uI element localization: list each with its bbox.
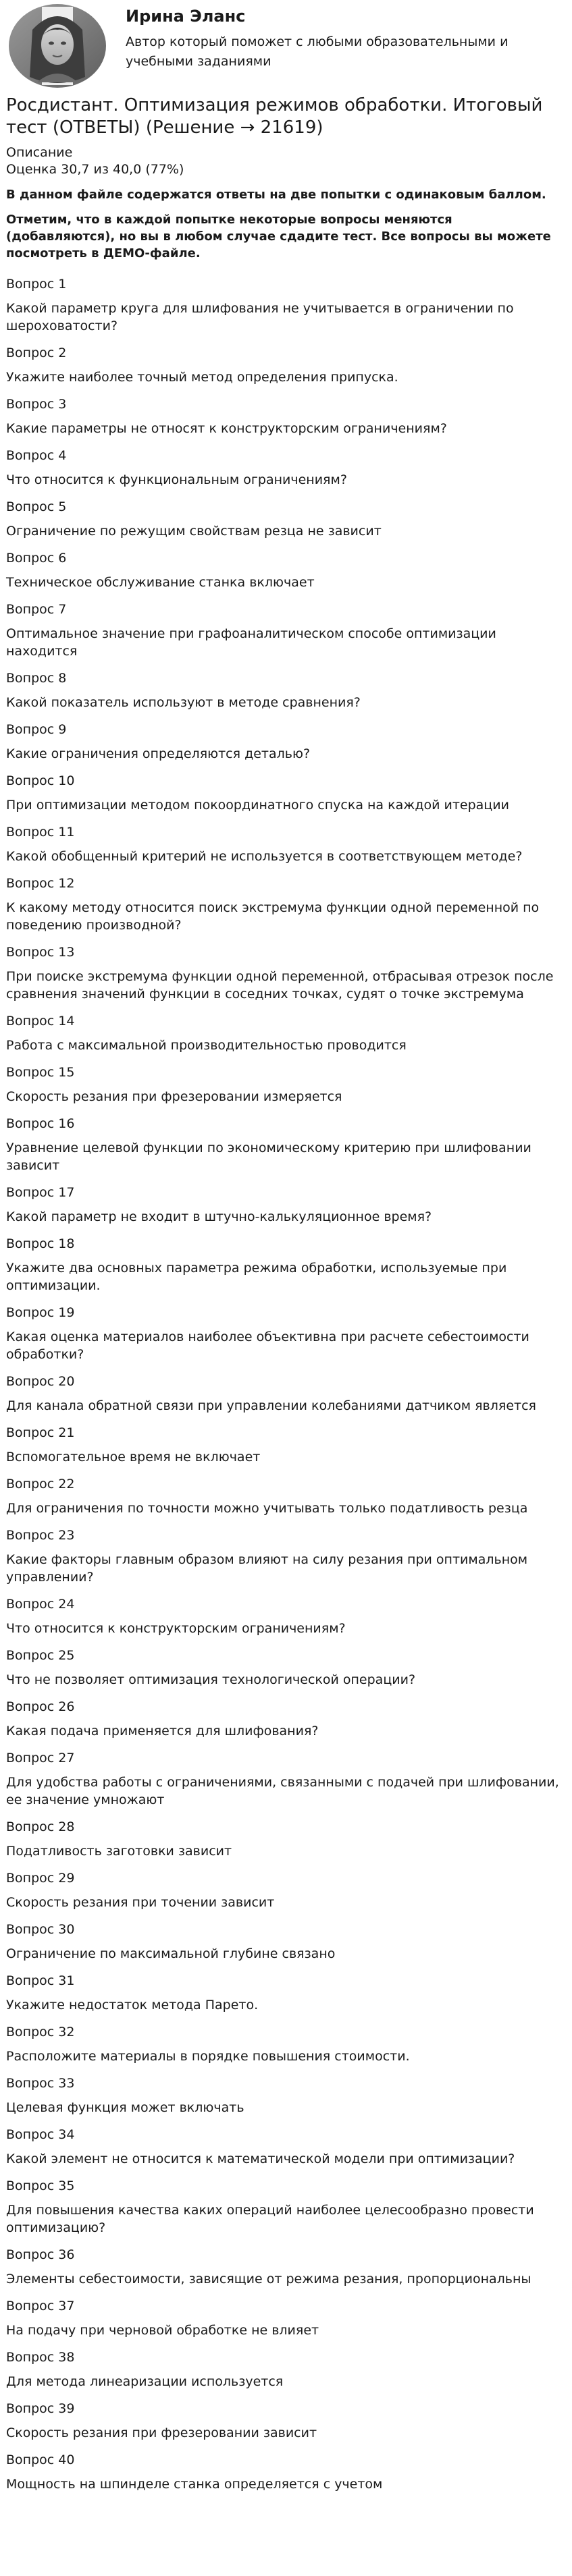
question-number: Вопрос 11 bbox=[6, 825, 75, 840]
question-text: Какой элемент не относится к математической модели при оптимизации? bbox=[6, 2152, 515, 2166]
question-number: Вопрос 7 bbox=[6, 602, 67, 617]
question-item bbox=[6, 1698, 564, 1740]
question-number: Вопрос 26 bbox=[6, 1699, 75, 1714]
question-item bbox=[6, 1647, 564, 1689]
question-number: Вопрос 5 bbox=[6, 499, 67, 514]
question-text: Укажите недостаток метода Парето. bbox=[6, 1998, 259, 2012]
question-number: Вопрос 9 bbox=[6, 722, 67, 737]
question-number: Вопрос 20 bbox=[6, 1374, 75, 1389]
question-item bbox=[6, 549, 564, 591]
question-text: Расположите материалы в порядке повышения стоимости. bbox=[6, 2049, 410, 2064]
document-title: Росдистант. Оптимизация режимов обработки. Итоговый тест (ОТВЕТЫ) (Решение → 21619) bbox=[6, 95, 543, 138]
question-text: Скорость резания при фрезеровании измеряется bbox=[6, 1089, 342, 1104]
question-list bbox=[6, 275, 564, 2493]
question-item bbox=[6, 1818, 564, 1860]
question-item bbox=[6, 1304, 564, 1363]
question-text: Податливость заготовки зависит bbox=[6, 1844, 232, 1859]
question-number: Вопрос 34 bbox=[6, 2127, 75, 2142]
question-item bbox=[6, 498, 564, 540]
question-number: Вопрос 21 bbox=[6, 1425, 75, 1440]
question-text: Работа с максимальной производительностью проводится bbox=[6, 1038, 407, 1053]
question-item bbox=[6, 2400, 564, 2442]
question-item bbox=[6, 2126, 564, 2168]
question-text: Укажите наиболее точный метод определения припуска. bbox=[6, 370, 398, 385]
question-number: Вопрос 32 bbox=[6, 2025, 75, 2039]
question-number: Вопрос 8 bbox=[6, 671, 67, 686]
question-number: Вопрос 27 bbox=[6, 1751, 75, 1765]
question-number: Вопрос 10 bbox=[6, 773, 75, 788]
author-name[interactable]: Ирина Эланс bbox=[126, 7, 246, 26]
question-number: Вопрос 16 bbox=[6, 1116, 75, 1131]
question-text: Какие параметры не относят к конструкторским ограничениям? bbox=[6, 421, 447, 436]
question-text: Какие ограничения определяются деталью? bbox=[6, 746, 311, 761]
question-item bbox=[6, 823, 564, 865]
question-number: Вопрос 36 bbox=[6, 2247, 75, 2262]
question-item bbox=[6, 1064, 564, 1105]
question-number: Вопрос 35 bbox=[6, 2178, 75, 2193]
question-item bbox=[6, 1184, 564, 1226]
question-text: Какая оценка материалов наиболее объективна при расчете себестоимости обработки? bbox=[6, 1330, 529, 1362]
question-number: Вопрос 25 bbox=[6, 1648, 75, 1663]
question-item bbox=[6, 2297, 564, 2339]
question-number: Вопрос 33 bbox=[6, 2076, 75, 2091]
score-text: Оценка 30,7 из 40,0 (77%) bbox=[6, 162, 184, 177]
question-item bbox=[6, 344, 564, 386]
question-number: Вопрос 24 bbox=[6, 1597, 75, 1612]
question-item bbox=[6, 2023, 564, 2065]
question-text: Какой параметр круга для шлифования не учитывается в ограничении по шероховатости? bbox=[6, 301, 514, 333]
question-number: Вопрос 13 bbox=[6, 945, 75, 960]
question-number: Вопрос 19 bbox=[6, 1305, 75, 1320]
note-paragraph: Отметим, что в каждой попытке некоторые вопросы меняются (добавляются), но вы в любом случае сдадите тест. Все вопросы вы можете посмотреть в ДЕМО-файле. bbox=[6, 213, 551, 261]
question-text: Ограничение по максимальной глубине связано bbox=[6, 1946, 336, 1961]
question-text: Техническое обслуживание станка включает bbox=[6, 575, 315, 590]
question-item bbox=[6, 721, 564, 763]
author-description: Автор который поможет с любыми образовательными и учебными заданиями bbox=[126, 34, 509, 69]
question-text: Вспомогательное время не включает bbox=[6, 1450, 261, 1464]
question-number: Вопрос 6 bbox=[6, 551, 67, 566]
question-text: Для ограничения по точности можно учитывать только податливость резца bbox=[6, 1501, 528, 1516]
question-number: Вопрос 29 bbox=[6, 1871, 75, 1886]
question-text: Какая подача применяется для шлифования? bbox=[6, 1724, 319, 1738]
question-number: Вопрос 17 bbox=[6, 1185, 75, 1200]
question-item bbox=[6, 2177, 564, 2237]
question-number: Вопрос 15 bbox=[6, 1065, 75, 1080]
question-number: Вопрос 30 bbox=[6, 1922, 75, 1937]
description-label: Описание bbox=[6, 145, 73, 160]
question-number: Вопрос 1 bbox=[6, 277, 67, 292]
question-number: Вопрос 4 bbox=[6, 448, 67, 463]
question-number: Вопрос 39 bbox=[6, 2401, 75, 2416]
question-item bbox=[6, 1475, 564, 1517]
author-header bbox=[0, 0, 572, 92]
question-item bbox=[6, 2349, 564, 2390]
question-text: Уравнение целевой функции по экономическому критерию при шлифовании зависит bbox=[6, 1141, 531, 1173]
question-item bbox=[6, 1115, 564, 1174]
question-text: При оптимизации методом покоординатного спуска на каждой итерации bbox=[6, 798, 509, 813]
question-item bbox=[6, 601, 564, 660]
question-text: Мощность на шпинделе станка определяется с учетом bbox=[6, 2477, 383, 2492]
question-text: Ограничение по режущим свойствам резца не зависит bbox=[6, 524, 382, 539]
question-text: На подачу при черновой обработке не влияет bbox=[6, 2323, 319, 2338]
question-number: Вопрос 3 bbox=[6, 397, 67, 412]
question-number: Вопрос 40 bbox=[6, 2452, 75, 2467]
question-item bbox=[6, 1972, 564, 2014]
question-text: Какой параметр не входит в штучно-калькуляционное время? bbox=[6, 1209, 432, 1224]
question-item bbox=[6, 875, 564, 934]
question-number: Вопрос 18 bbox=[6, 1236, 75, 1251]
question-item bbox=[6, 1869, 564, 1911]
question-item bbox=[6, 1527, 564, 1586]
question-text: Какой обобщенный критерий не используется в соответствующем методе? bbox=[6, 849, 523, 864]
question-number: Вопрос 14 bbox=[6, 1014, 75, 1029]
question-number: Вопрос 28 bbox=[6, 1819, 75, 1834]
question-text: Для метода линеаризации используется bbox=[6, 2374, 284, 2389]
question-item bbox=[6, 275, 564, 335]
question-number: Вопрос 37 bbox=[6, 2299, 75, 2313]
question-text: Скорость резания при фрезеровании зависит bbox=[6, 2426, 317, 2440]
question-item bbox=[6, 1235, 564, 1294]
document-content bbox=[6, 94, 564, 2502]
note-paragraph: В данном файле содержатся ответы на две попытки с одинаковым баллом. bbox=[6, 188, 546, 202]
question-item bbox=[6, 1012, 564, 1054]
question-text: Что не позволяет оптимизация технологической операции? bbox=[6, 1672, 416, 1687]
question-item bbox=[6, 1373, 564, 1415]
question-number: Вопрос 12 bbox=[6, 876, 75, 891]
question-item bbox=[6, 2075, 564, 2116]
author-avatar[interactable] bbox=[7, 3, 108, 89]
question-item bbox=[6, 1749, 564, 1809]
question-item bbox=[6, 2246, 564, 2288]
question-text: Что относится к функциональным ограничениям? bbox=[6, 472, 347, 487]
question-number: Вопрос 38 bbox=[6, 2350, 75, 2365]
question-item bbox=[6, 2451, 564, 2493]
question-text: Для повышения качества каких операций наиболее целесообразно провести оптимизацию? bbox=[6, 2203, 534, 2235]
question-text: Скорость резания при точении зависит bbox=[6, 1895, 275, 1910]
question-item bbox=[6, 447, 564, 489]
question-item bbox=[6, 1921, 564, 1963]
question-text: Оптимальное значение при графоаналитическом способе оптимизации находится bbox=[6, 626, 496, 659]
question-item bbox=[6, 943, 564, 1003]
question-number: Вопрос 23 bbox=[6, 1528, 75, 1543]
question-text: Для канала обратной связи при управлении колебаниями датчиком является bbox=[6, 1398, 536, 1413]
question-number: Вопрос 2 bbox=[6, 346, 67, 360]
question-text: Какой показатель используют в методе сравнения? bbox=[6, 695, 361, 710]
question-text: Целевая функция может включать bbox=[6, 2100, 244, 2115]
question-number: Вопрос 22 bbox=[6, 1477, 75, 1491]
question-text: Укажите два основных параметра режима обработки, используемые при оптимизации. bbox=[6, 1261, 507, 1293]
question-text: Какие факторы главным образом влияют на силу резания при оптимальном управлении? bbox=[6, 1552, 528, 1585]
question-number: Вопрос 31 bbox=[6, 1973, 75, 1988]
question-text: Для удобства работы с ограничениями, связанными с подачей при шлифовании, ее значение умножают bbox=[6, 1775, 559, 1807]
question-item bbox=[6, 669, 564, 711]
question-item bbox=[6, 1595, 564, 1637]
question-item bbox=[6, 395, 564, 437]
question-item bbox=[6, 772, 564, 814]
question-item bbox=[6, 1424, 564, 1466]
question-text: Элементы себестоимости, зависящие от режима резания, пропорциональны bbox=[6, 2272, 531, 2286]
question-text: К какому методу относится поиск экстремума функции одной переменной по поведению производной? bbox=[6, 900, 540, 933]
question-text: Что относится к конструкторским ограничениям? bbox=[6, 1621, 346, 1636]
question-text: При поиске экстремума функции одной переменной, отбрасывая отрезок после сравнения значений функции в соседних точках, судят о точке экстремума bbox=[6, 969, 554, 1002]
